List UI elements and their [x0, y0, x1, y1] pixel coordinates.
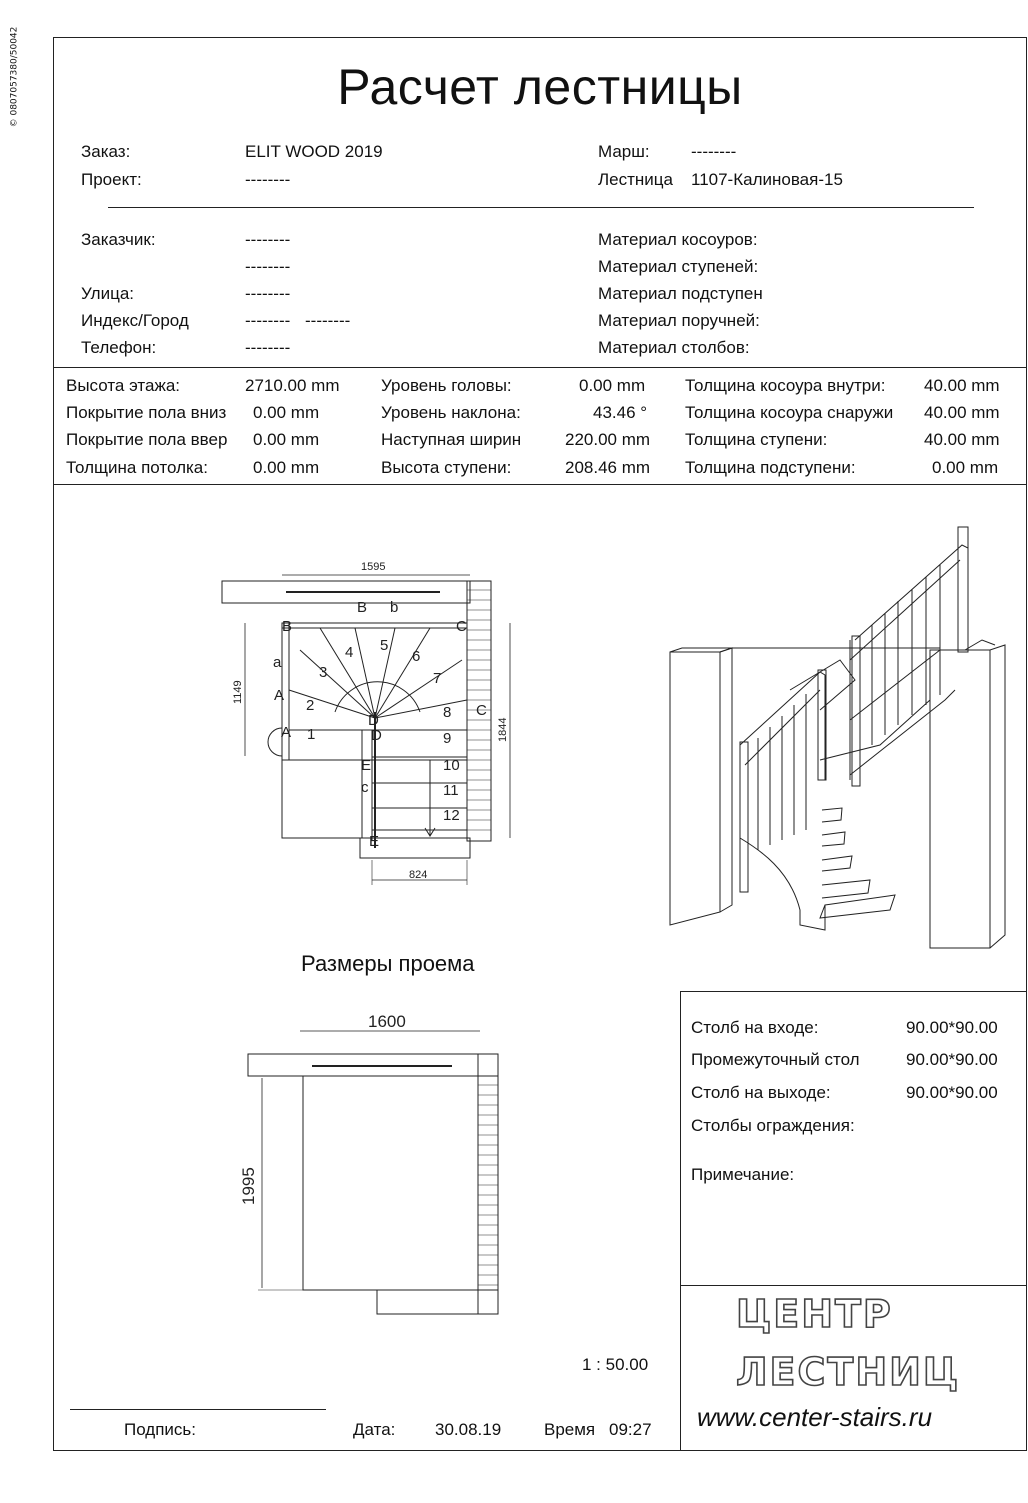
opening-width: 1600 [368, 1012, 406, 1031]
point-label: E [361, 757, 372, 774]
material-steps: Материал ступеней: [598, 257, 759, 276]
opening-title: Размеры проема [301, 951, 475, 976]
stringer-out-value: 40.00 mm [924, 403, 1000, 422]
step-label: 7 [433, 670, 442, 687]
tread-width-label: Наступная ширин [381, 430, 522, 449]
plan-bottom-dim: 824 [409, 869, 428, 881]
stair-plan-drawing [215, 555, 515, 885]
project-label: Проект: [81, 170, 142, 189]
city-value: -------- [305, 311, 351, 330]
point-label: b [390, 599, 399, 616]
floor-cover-down-value: 0.00 mm [253, 403, 320, 422]
head-level-value: 0.00 mm [579, 376, 646, 395]
project-value: -------- [245, 170, 291, 189]
phone-value: -------- [245, 338, 291, 357]
exit-post-value: 90.00*90.00 [906, 1083, 998, 1102]
scale: 1 : 50.00 [582, 1355, 649, 1374]
point-label: C [476, 702, 487, 719]
floor-height-value: 2710.00 mm [245, 376, 340, 395]
customer-label: Заказчик: [81, 230, 156, 249]
index-label: Индекс/Город [81, 311, 189, 330]
customer-value-2: -------- [245, 257, 291, 276]
march-label: Марш: [598, 142, 650, 161]
time-label: Время [544, 1420, 596, 1439]
step-thickness-label: Толщина ступени: [685, 430, 828, 449]
logo-top-border [680, 1285, 1027, 1286]
point-label: E [369, 833, 380, 850]
note-label: Примечание: [691, 1165, 795, 1184]
posts-top-border [680, 991, 1027, 992]
site-url[interactable]: www.center-stairs.ru [697, 1402, 933, 1432]
point-label: D [368, 712, 379, 729]
plan-width-dim: 1595 [361, 561, 386, 573]
time-value: 09:27 [609, 1420, 652, 1439]
entry-post-value: 90.00*90.00 [906, 1018, 998, 1037]
material-handrails: Материал поручней: [598, 311, 760, 330]
phone-label: Телефон: [81, 338, 157, 357]
signature-line [70, 1409, 326, 1410]
order-label: Заказ: [81, 142, 131, 161]
floor-cover-up-value: 0.00 mm [253, 430, 320, 449]
stair-3d-view [665, 525, 1010, 955]
riser-thickness-value: 0.00 mm [932, 458, 999, 477]
step-label: 11 [443, 782, 459, 799]
page-title: Расчет лестницы [337, 59, 743, 115]
point-label: A [274, 687, 285, 704]
mid-post-label: Промежуточный стол [691, 1050, 860, 1069]
point-label: a [273, 654, 282, 671]
index-value: -------- [245, 311, 291, 330]
serial-number: © 0807057380/50042 [9, 26, 20, 128]
point-label: D [371, 727, 382, 744]
step-height-label: Высота ступени: [381, 458, 512, 477]
point-label: c [361, 779, 369, 796]
march-value: -------- [691, 142, 737, 161]
ceiling-value: 0.00 mm [253, 458, 320, 477]
point-label: A [281, 724, 292, 741]
header-divider [108, 207, 974, 208]
opening-drawing [235, 1010, 505, 1320]
params-bottom-border [53, 484, 1027, 485]
floor-cover-down-label: Покрытие пола вниз [66, 403, 227, 422]
plan-height-dim: 1149 [232, 680, 244, 704]
step-label: 4 [345, 644, 354, 661]
floor-cover-up-label: Покрытие пола ввер [66, 430, 228, 449]
order-value: ELIT WOOD 2019 [245, 142, 383, 161]
date-label: Дата: [353, 1420, 396, 1439]
tread-width-value: 220.00 mm [565, 430, 651, 449]
step-label: 12 [443, 807, 460, 824]
rail-posts-label: Столбы ограждения: [691, 1116, 855, 1135]
signature-label: Подпись: [124, 1420, 197, 1439]
slope-value: 43.46 ° [593, 403, 648, 422]
point-label: B [282, 618, 293, 635]
material-posts: Материал столбов: [598, 338, 750, 357]
mid-post-value: 90.00*90.00 [906, 1050, 998, 1069]
logo-line-1: ЦЕНТР [736, 1292, 893, 1336]
step-label: 6 [412, 648, 421, 665]
stringer-out-label: Толщина косоура снаружи [685, 403, 894, 422]
plan-depth-dim: 1844 [497, 717, 509, 742]
entry-post-label: Столб на входе: [691, 1018, 819, 1037]
riser-thickness-label: Толщина подступени: [685, 458, 856, 477]
stair-label: Лестница [598, 170, 673, 189]
ceiling-label: Толщина потолка: [66, 458, 208, 477]
step-thickness-value: 40.00 mm [924, 430, 1000, 449]
point-label: B [357, 599, 368, 616]
street-label: Улица: [81, 284, 134, 303]
stair-value: 1107-Калиновая-15 [691, 170, 843, 189]
street-value: -------- [245, 284, 291, 303]
step-label: 5 [380, 637, 389, 654]
step-label: 2 [306, 697, 315, 714]
head-level-label: Уровень головы: [381, 376, 512, 395]
params-top-border [53, 367, 1027, 368]
opening-height: 1995 [239, 1167, 258, 1205]
stringer-in-label: Толщина косоура внутри: [685, 376, 886, 395]
slope-label: Уровень наклона: [381, 403, 521, 422]
step-label: 10 [443, 757, 460, 774]
exit-post-label: Столб на выходе: [691, 1083, 831, 1102]
posts-left-border [680, 991, 681, 1451]
logo-line-2: ЛЕСТНИЦ [736, 1350, 961, 1394]
point-label: C [456, 618, 467, 635]
step-label: 8 [443, 704, 452, 721]
step-label: 1 [307, 726, 316, 743]
floor-height-label: Высота этажа: [66, 376, 181, 395]
step-height-value: 208.46 mm [565, 458, 651, 477]
date-value: 30.08.19 [435, 1420, 502, 1439]
step-label: 9 [443, 730, 452, 747]
stringer-in-value: 40.00 mm [924, 376, 1000, 395]
material-risers: Материал подступен [598, 284, 763, 303]
step-label: 3 [319, 664, 328, 681]
customer-value: -------- [245, 230, 291, 249]
material-stringers: Материал косоуров: [598, 230, 758, 249]
